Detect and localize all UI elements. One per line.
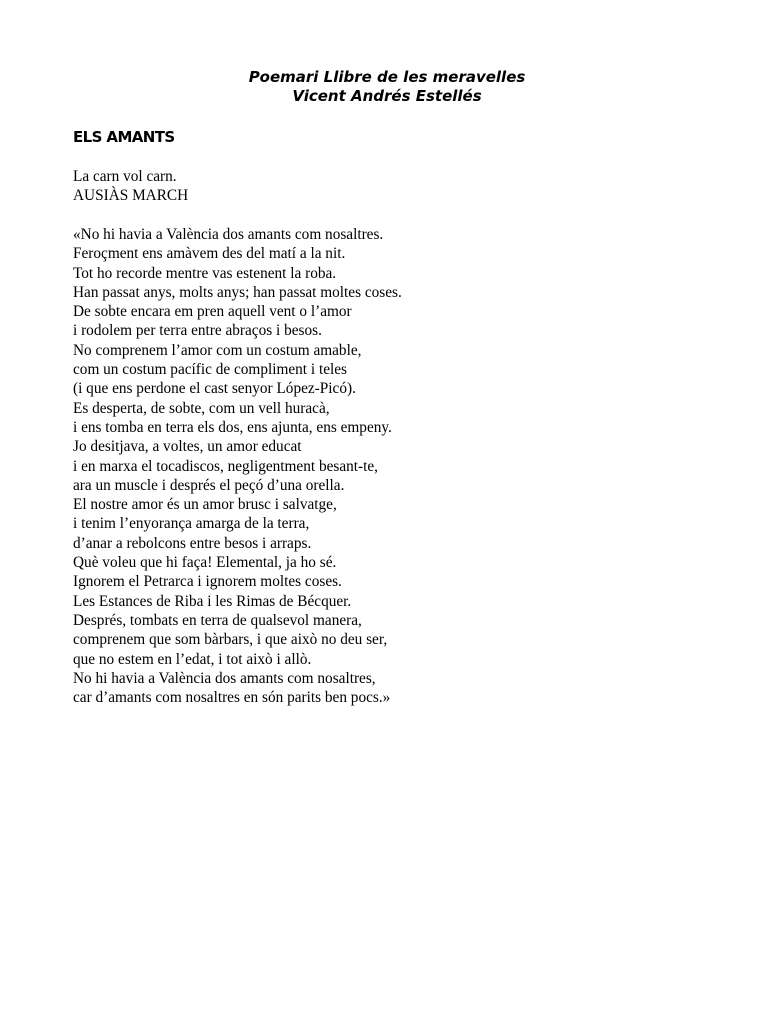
poem-line: El nostre amor és un amor brusc i salvatge, (73, 496, 337, 514)
poem-line: comprenem que som bàrbars, i que això no deu ser, (73, 631, 388, 649)
poem-line: (i que ens perdone el cast senyor López-Picó). (73, 380, 356, 398)
poem-line: Han passat anys, molts anys; han passat moltes coses. (73, 283, 402, 301)
poem-line: «No hi havia a València dos amants com nosaltres. (73, 226, 384, 243)
epigraph-attribution: AUSIÀS MARCH (73, 187, 189, 205)
poem-line: Què voleu que hi faça! Elemental, ja ho sé. (73, 554, 337, 572)
poem-line: i tenim l’enyorança amarga de la terra, (73, 515, 310, 533)
poem-line: Jo desitjava, a voltes, un amor educat (73, 438, 302, 456)
poem-line: No comprenem l’amor com un costum amable, (73, 341, 362, 359)
poem-line: Feroçment ens amàvem des del matí a la nit. (73, 245, 346, 263)
poem-line: Ignorem el Petrarca i ignorem moltes coses. (73, 573, 342, 591)
poem-line: d’anar a rebolcons entre besos i arraps. (73, 534, 312, 552)
document-header (0, 68, 768, 106)
poem-title: ELS AMANTS (73, 128, 175, 146)
poem-line: car d’amants com nosaltres en són parits ben pocs.» (73, 689, 391, 707)
collection-title: Poemari Llibre de les meravelles (248, 68, 526, 86)
poem-line: que no estem en l’edat, i tot això i allò. (73, 650, 312, 668)
poem-line: com un costum pacífic de compliment i teles (73, 361, 347, 379)
author-name: Vicent Andrés Estellés (292, 87, 482, 105)
poem-line: i ens tomba en terra els dos, ens ajunta, ens empeny. (73, 418, 392, 436)
poem-line: Es desperta, de sobte, com un vell huracà, (73, 399, 330, 417)
poem-line: De sobte encara em pren aquell vent o l’amor (73, 303, 352, 321)
epigraph (73, 167, 188, 206)
poem-line: i rodolem per terra entre abraços i besos. (73, 322, 322, 340)
poem-body (73, 225, 402, 707)
poem-line: i en marxa el tocadiscos, negligentment besant-te, (73, 457, 378, 475)
poem-line: Tot ho recorde mentre vas estenent la roba. (73, 264, 337, 282)
poem-line: Després, tombats en terra de qualsevol manera, (73, 611, 362, 629)
epigraph-quote: La carn vol carn. (73, 168, 177, 185)
poem-line: ara un muscle i després el peçó d’una orella. (73, 476, 345, 494)
poem-line: Les Estances de Riba i les Rimas de Bécquer. (73, 592, 352, 610)
poem-line: No hi havia a València dos amants com nosaltres, (73, 669, 376, 687)
